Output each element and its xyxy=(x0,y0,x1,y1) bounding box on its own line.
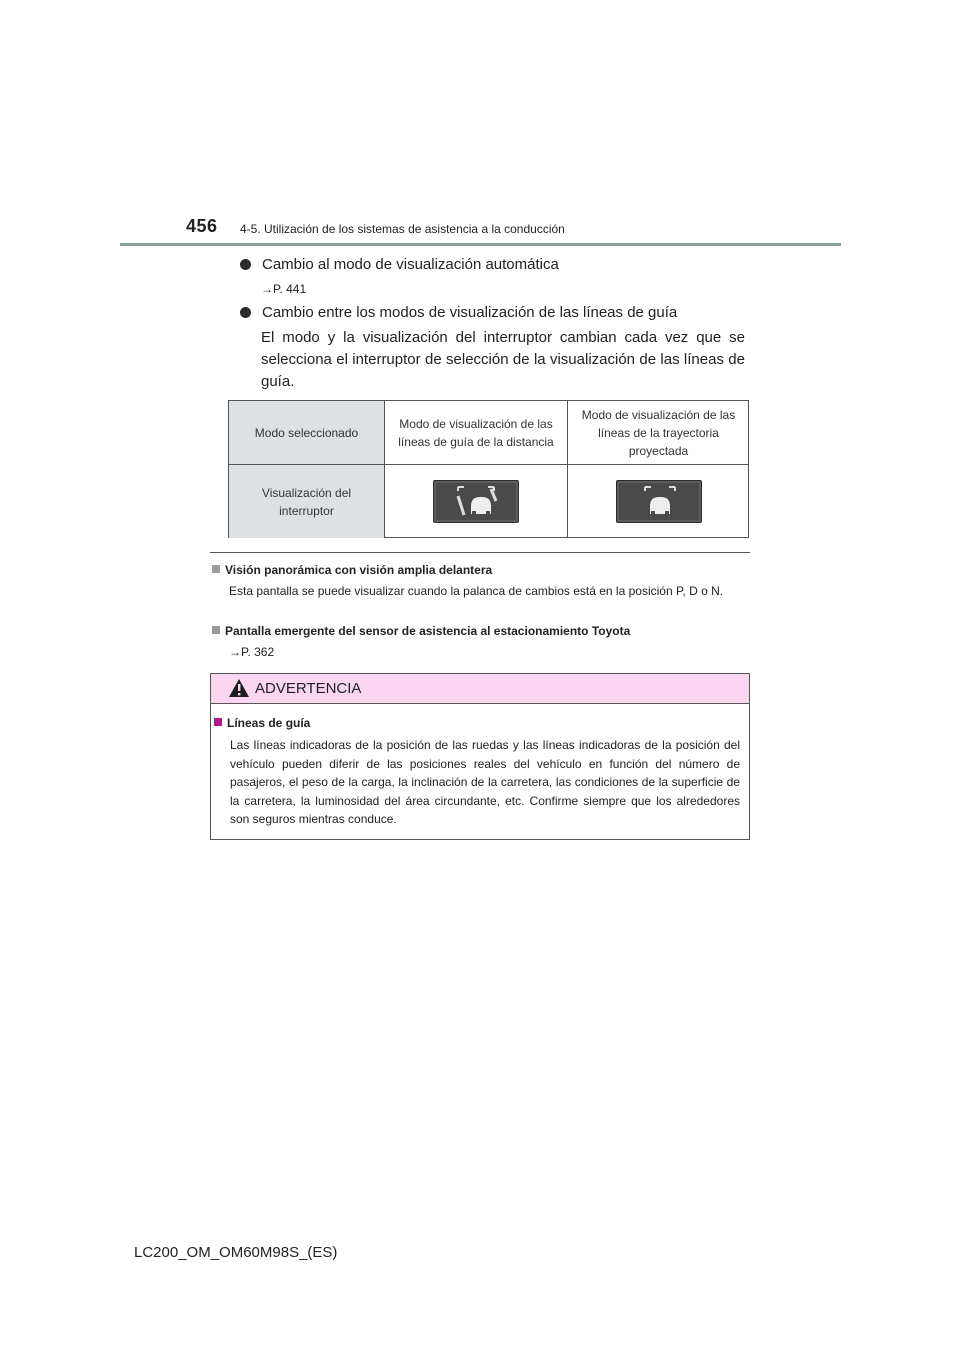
table-header-distance: Modo de visualización de las líneas de guía de la distancia xyxy=(398,416,554,449)
section-title-parking-sensor: Pantalla emergente del sensor de asistencia al estacionamiento Toyota xyxy=(212,624,630,638)
warning-header xyxy=(211,674,749,704)
section-rule xyxy=(210,552,750,553)
warning-triangle-icon xyxy=(228,678,250,698)
table-cell-trajectory-switch xyxy=(568,465,749,538)
trajectory-guide-switch-icon xyxy=(616,480,702,523)
square-bullet-icon xyxy=(212,626,220,634)
table-header-trajectory: Modo de visualización de las líneas de la trayectoria proyectada xyxy=(581,407,736,458)
square-bullet-icon xyxy=(214,718,222,726)
distance-guide-switch-icon xyxy=(433,480,519,523)
header-rule xyxy=(120,243,841,246)
section-title-panoramic: Visión panorámica con visión amplia delantera xyxy=(212,563,492,577)
section-text-panoramic: Esta pantalla se puede visualizar cuando la palanca de cambios está en la posición P, D o N. xyxy=(229,584,724,598)
guide-modes-paragraph: El modo y la visualización del interruptor cambian cada vez que se selecciona el interruptor de selección de la visualización de las líneas de guía. xyxy=(261,329,745,390)
footer-code: LC200_OM_OM60M98S_(ES) xyxy=(134,1244,338,1261)
warning-label: ADVERTENCIA xyxy=(255,680,362,697)
bullet-guide-modes-text: Cambio entre los modos de visualización de las líneas de guía xyxy=(262,304,678,321)
bullet-dot-icon xyxy=(240,259,251,270)
warning-title: Líneas de guía xyxy=(214,716,310,730)
bullet-auto-mode xyxy=(240,254,559,276)
table-header-switch-display: Visualización del interruptor xyxy=(229,465,384,538)
warning-box xyxy=(210,673,750,840)
table-cell-distance-switch xyxy=(385,465,567,538)
table-header-mode: Modo seleccionado xyxy=(229,401,384,464)
page-reference-link[interactable]: →P. 362 xyxy=(229,645,275,659)
bullet-dot-icon xyxy=(240,307,251,318)
bullet-auto-mode-text: Cambio al modo de visualización automática xyxy=(262,256,559,273)
mode-table xyxy=(228,400,749,538)
bullet-guide-modes xyxy=(240,302,677,324)
warning-text: Las líneas indicadoras de la posición de las ruedas y las líneas indicadoras de la posición del vehículo pueden diferir de las posiciones reales del vehículo en función del número de pasajeros, el peso de la carga, la inclinación de la carretera, las condiciones de la superficie de la carretera, la luminosidad del área circundante, etc. Confirme siempre que los alrededores son seguros mientras conduce. xyxy=(230,738,740,826)
page-reference-link[interactable]: →P. 441 xyxy=(261,282,307,296)
square-bullet-icon xyxy=(212,565,220,573)
chapter-title: 4-5. Utilización de los sistemas de asistencia a la conducción xyxy=(240,222,565,236)
page-number: 456 xyxy=(186,216,218,236)
